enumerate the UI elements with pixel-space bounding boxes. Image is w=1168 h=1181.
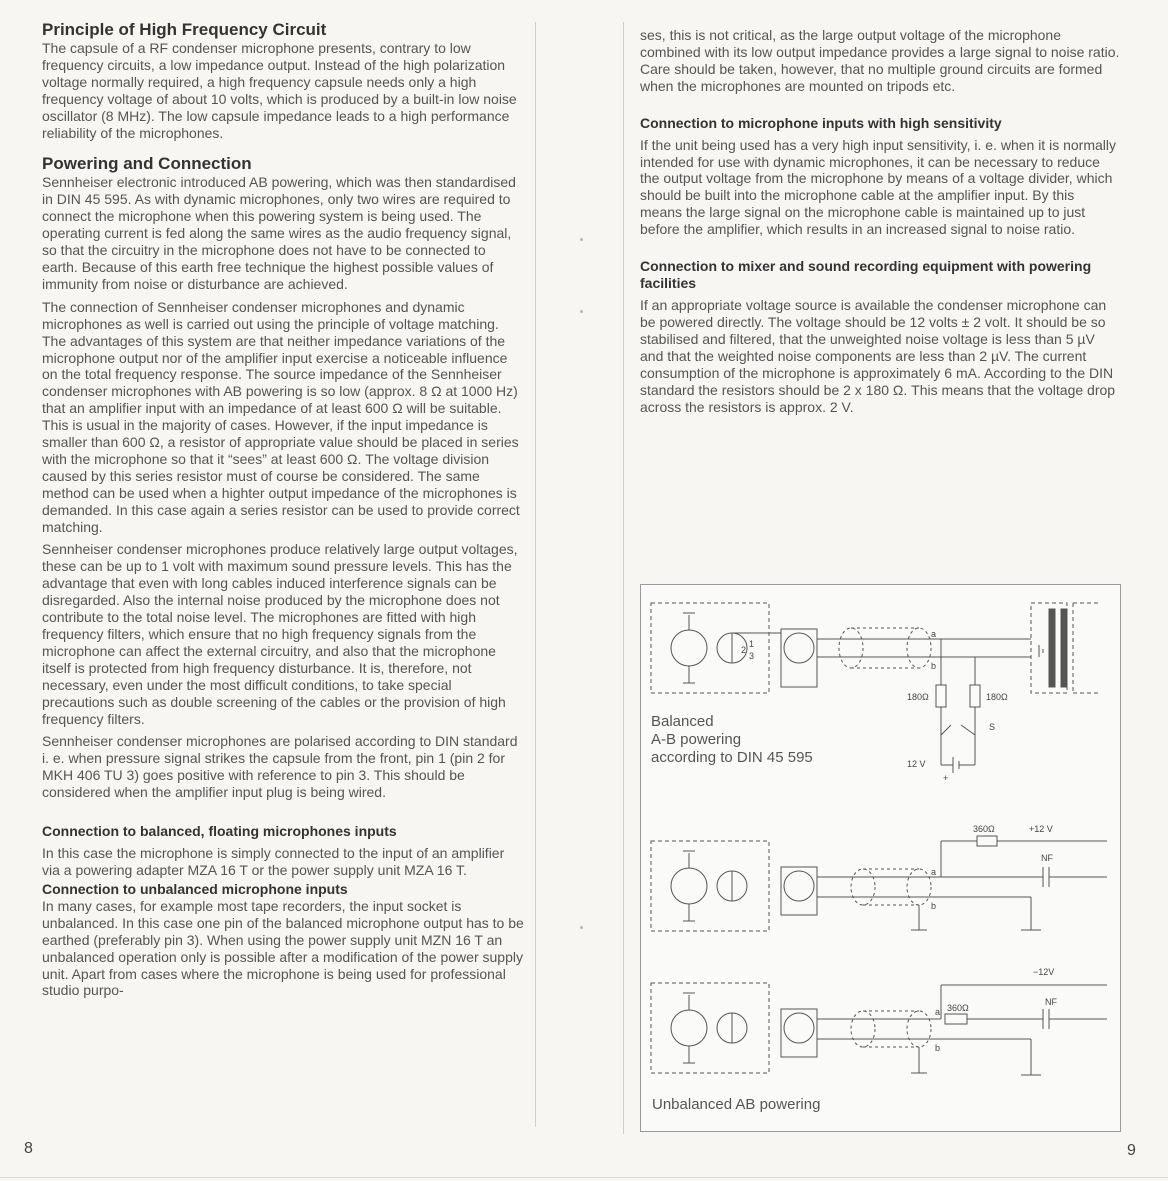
caption-balanced-line-2: A-B powering: [651, 731, 742, 748]
label-a: a: [931, 629, 937, 639]
left-page: [42, 20, 524, 999]
label-resistor-180-right: 180Ω: [986, 692, 1008, 702]
label-b-3: b: [935, 1043, 941, 1053]
heading-unbalanced-inputs: Connection to unbalanced microphone inputs: [42, 880, 348, 897]
circuit-diagrams: [641, 585, 1120, 1131]
label-12v: 12 V: [907, 759, 926, 769]
label-b: b: [931, 661, 937, 671]
circuit-figure: [640, 584, 1121, 1132]
label-switch: S: [989, 722, 996, 732]
label-pin-1: 1: [749, 639, 755, 649]
heading-balanced-inputs: Connection to balanced, floating microphones inputs: [42, 823, 397, 840]
label-nf-bottom: NF: [1045, 997, 1057, 1007]
label-nf-top: NF: [1041, 853, 1053, 863]
page-number-right: 9: [1127, 1142, 1136, 1159]
paragraph-powering-1: Sennheiser electronic introduced AB powering, which was then standardised in DIN 45 595. As with dynamic microphones, only two wires are required to connect the microphone when this powering system is being used. The operating current is fed along the same wires as the audio frequency signal, so that the circuitry in the microphone does not have to be connected to earth. Because of this earth free technique the highest possible values of immunity from noise or disturbance are achieved.: [42, 174, 516, 292]
paragraph-powering-4: Sennheiser condenser microphones are polarised according to DIN standard i. e. when pressure signal strikes the capsule from the front, pin 1 (pin 2 for MKH 406 TU 3) goes positive with reference to pin 3. This should be considered when the amplifier input plug is being wired.: [42, 733, 518, 801]
heading-mixer: Connection to mixer and sound recording equipment with powering facilities: [640, 258, 1092, 292]
heading-powering: Powering and Connection: [42, 154, 252, 174]
label-a-2: a: [931, 867, 937, 877]
paragraph-unbalanced-inputs: In many cases, for example most tape recorders, the input socket is unbalanced. In this case one pin of the balanced microphone output has to be earthed (preferably pin 3). When using the power supply unit MZN 16 T an unbalanced operation only is possible after a modification of the power supply unit. Apart from cases where the microphone is being used for professional studio purpo-: [42, 897, 524, 999]
label-plus: +: [943, 773, 949, 783]
label-plus-12v: +12 V: [1029, 824, 1053, 834]
paragraph-mixer: If an appropriate voltage source is available the condenser microphone can be powered directly. The voltage should be 12 volts ± 2 volt. It should be so stabilised and filtered, that the unweighted noise voltage is less than 5 µV and that the weighted noise components are less than 2 µV. The current consumption of the microphone is approximately 6 mA. According to the DIN standard the resistors should be 2 x 180 Ω. This means that the voltage drop across the resistors is approx. 2 V.: [640, 297, 1116, 415]
margin-mark: [580, 238, 583, 241]
paragraph-principle: The capsule of a RF condenser microphone presents, contrary to low frequency circuits, a low impedance output. Instead of the high polarization voltage normally required, a high frequency capsule needs only a high frequency voltage of about 10 volts, which is produced by a built-in low noise oscillator (8 MHz). The low capsule impedance leads to a high performance reliability of the microphones.: [42, 40, 517, 141]
label-resistor-360-bottom: 360Ω: [947, 1003, 969, 1013]
label-pin-2: 2: [741, 645, 747, 655]
paragraph-continued: ses, this is not critical, as the large output voltage of the microphone combined with its low output impedance provides a large signal to noise ratio. Care should be taken, however, that no multiple ground circuits are formed when the microphones are mounted on tripods etc.: [640, 27, 1120, 94]
column-divider-left: [535, 22, 536, 1127]
margin-mark: [580, 310, 583, 313]
heading-high-sensitivity: Connection to microphone inputs with high sensitivity: [640, 114, 1002, 131]
paragraph-high-sensitivity: If the unit being used has a very high input sensitivity, i. e. when it is normally intended for use with dynamic microphones, it can be necessary to reduce the output voltage from the microphone by means of a voltage divider, which should be built into the microphone cable at the amplifier input. By this means the large signal on the microphone cable is maintained up to just before the amplifier, which results in an increased signal to noise ratio.: [640, 136, 1116, 238]
column-divider-right: [623, 22, 624, 1134]
label-resistor-360-top: 360Ω: [973, 824, 995, 834]
caption-unbalanced: Unbalanced AB powering: [652, 1096, 821, 1113]
right-page: [640, 27, 1120, 415]
page-number-left: 8: [24, 1140, 33, 1157]
caption-balanced-line-1: Balanced: [651, 713, 714, 730]
paragraph-powering-3: Sennheiser condenser microphones produce relatively large output voltages, these can be up to 1 volt with maximum sound pressure levels. This has the advantage that even with long cables induced interference signals can be disregarded. Also the internal noise produced by the microphone does not contribute to the total noise level. The microphones are fitted with high frequency filters, which ensure that no high frequency signals from the microphone can affect the external circuitry, and also that the microphone itself is protected from high frequency disturbance. It is, therefore, not necessary, even under the most difficult conditions, to take special precautions such as double screening of the cables or the provision of high frequency filters.: [42, 541, 518, 727]
label-resistor-180-left: 180Ω: [907, 692, 929, 702]
caption-balanced-line-3: according to DIN 45 595: [651, 749, 813, 766]
label-a-3: a: [935, 1007, 941, 1017]
label-pin-3: 3: [749, 651, 755, 661]
paragraph-powering-2: The connection of Sennheiser condenser microphones and dynamic microphones as well is carried out using the principle of voltage matching. The advantages of this system are that neither impedance variations of the microphone output nor of the amplifier input exercise a noticeable influence on the total frequency response. The source impedance of the Sennheiser condenser microphones with AB powering is so low (approx. 8 Ω at 1000 Hz) that an amplifier input with an impedance of at least 600 Ω will be suitable. This is usual in the majority of cases. However, if the input impedance is smaller than 600 Ω, a resistor of appropriate value should be placed in series with the microphone so that it “sees” at least 600 Ω. The voltage division caused by this series resistor must of course be considered. The same method can be used when a highter output impedance of the microphones is demanded. In this case again a series resistor can be used to provide correct matching.: [42, 298, 520, 535]
paragraph-balanced-inputs: In this case the microphone is simply connected to the input of an amplifier via a powering adapter MZA 16 T or the power supply unit MZA 16 T.: [42, 845, 505, 878]
bottom-edge-line: [0, 1177, 1168, 1178]
label-minus-12v: −12V: [1033, 967, 1055, 977]
heading-principle: Principle of High Frequency Circuit: [42, 20, 327, 39]
margin-mark: [580, 926, 583, 929]
label-b-2: b: [931, 901, 937, 911]
